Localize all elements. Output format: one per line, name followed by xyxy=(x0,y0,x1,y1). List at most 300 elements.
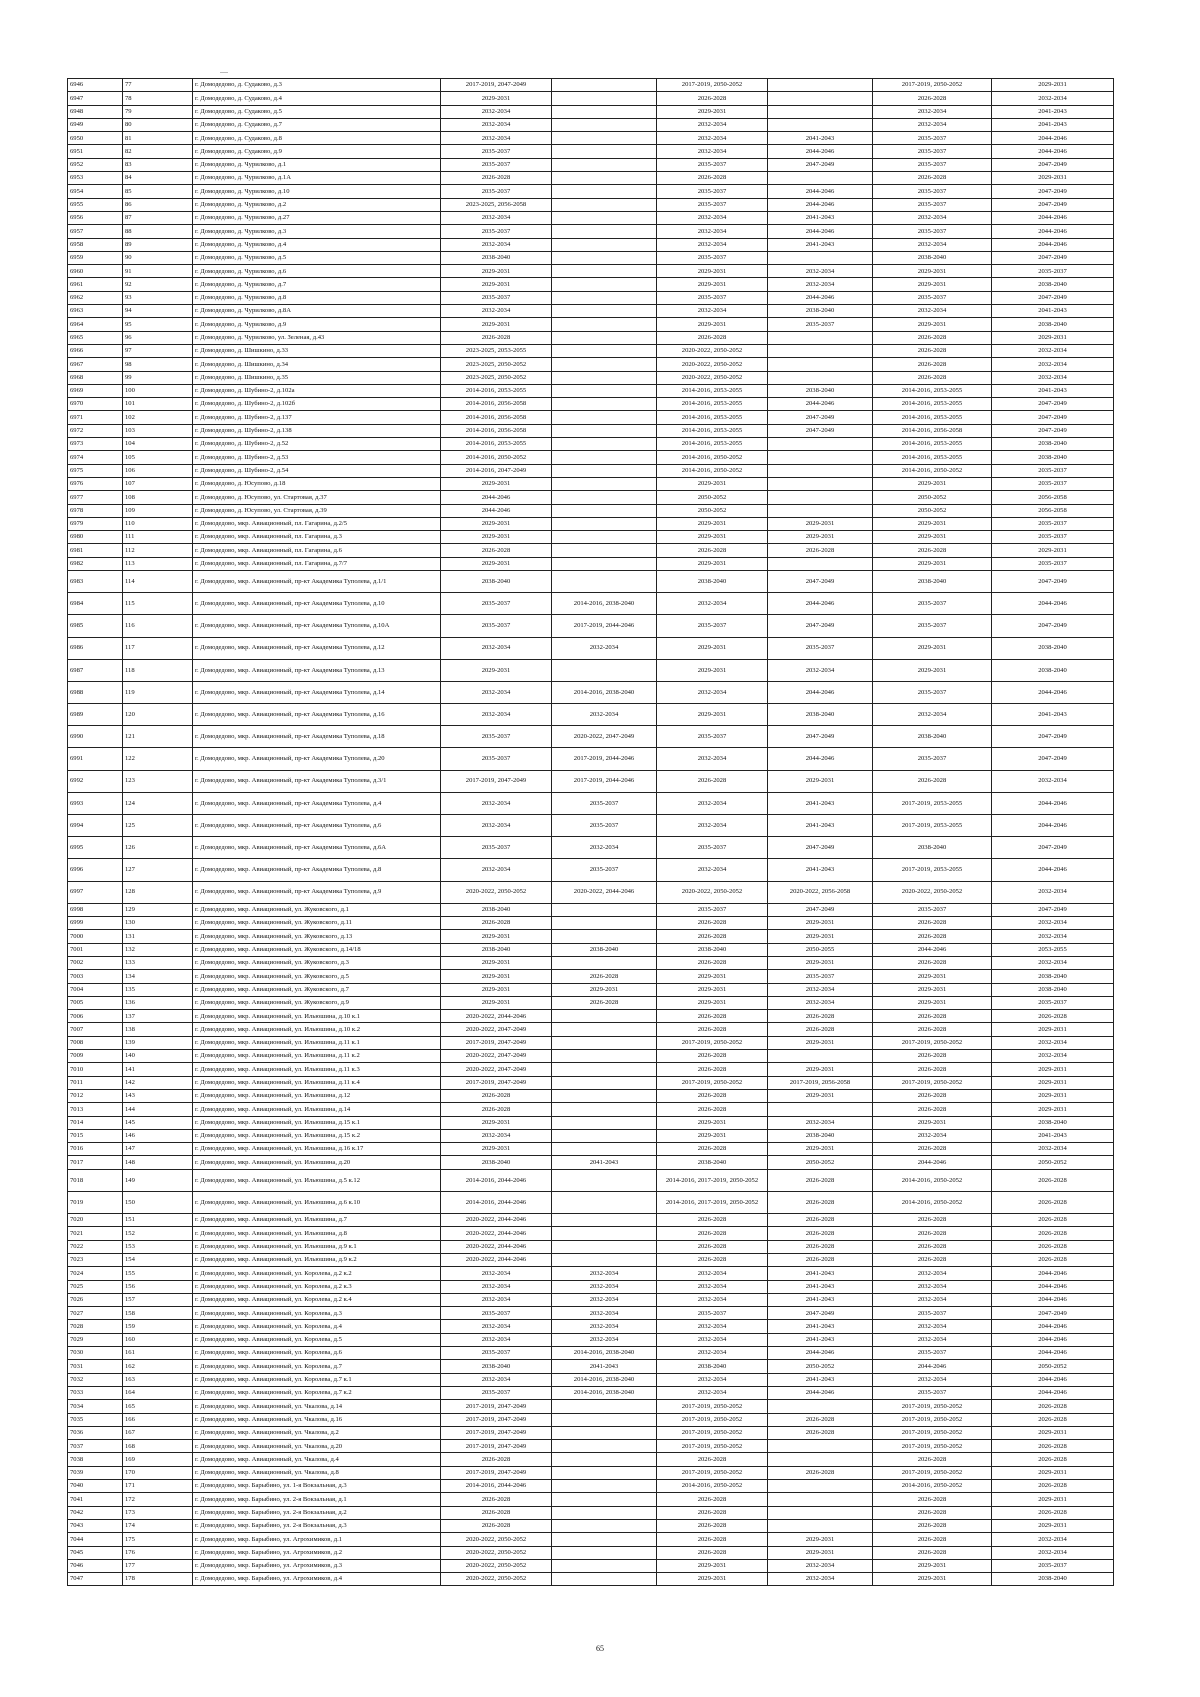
table-cell: г. Домодедово, мкр. Авиационный, ул. Ильюшина, д.12 xyxy=(193,1089,441,1102)
table-cell: г. Домодедово, д. Шубино-2, д.137 xyxy=(193,411,441,424)
table-cell: 6964 xyxy=(68,318,123,331)
table-cell: 2029-2031 xyxy=(768,1546,873,1559)
table-cell: 2020-2022, 2056-2058 xyxy=(768,881,873,903)
table-row xyxy=(68,544,1114,557)
table-cell: 103 xyxy=(123,424,193,437)
table-cell: 77 xyxy=(123,79,193,92)
table-cell: 2014-2016, 2038-2040 xyxy=(552,1373,657,1386)
table-cell: 2017-2019, 2050-2052 xyxy=(657,1466,768,1479)
table-cell: г. Домодедово, д. Чурилково, д.4 xyxy=(193,238,441,251)
table-cell: 2026-2028 xyxy=(657,1010,768,1023)
table-cell: 2044-2046 xyxy=(992,681,1114,703)
table-cell: 154 xyxy=(123,1254,193,1267)
table-cell: 2035-2037 xyxy=(873,291,992,304)
table-cell xyxy=(552,438,657,451)
table-cell: 2020-2022, 2047-2049 xyxy=(441,1063,552,1076)
table-cell: 2035-2037 xyxy=(657,1307,768,1320)
table-cell: 2032-2034 xyxy=(552,1320,657,1333)
table-cell: 2032-2034 xyxy=(552,637,657,659)
table-row xyxy=(68,1191,1114,1213)
table-cell: 2035-2037 xyxy=(873,225,992,238)
table-cell: г. Домодедово, мкр. Авиационный, ул. Чкалова, д.16 xyxy=(193,1413,441,1426)
table-cell: 2014-2016, 2053-2055 xyxy=(657,398,768,411)
table-cell: 2026-2028 xyxy=(992,1413,1114,1426)
table-cell: 6957 xyxy=(68,225,123,238)
table-cell: 2020-2022, 2050-2052 xyxy=(441,1573,552,1586)
table-cell: 2044-2046 xyxy=(992,1280,1114,1293)
table-cell: 2038-2040 xyxy=(873,251,992,264)
table-cell: 2026-2028 xyxy=(768,1010,873,1023)
table-cell: 116 xyxy=(123,615,193,637)
table-cell: г. Домодедово, мкр. Авиационный, ул. Жуковского, д.9 xyxy=(193,996,441,1009)
table-cell: 162 xyxy=(123,1360,193,1373)
table-cell: 2035-2037 xyxy=(873,1347,992,1360)
table-cell: 2032-2034 xyxy=(441,132,552,145)
table-row xyxy=(68,1076,1114,1089)
table-cell: 2035-2037 xyxy=(873,615,992,637)
table-cell: г. Домодедово, мкр. Авиационный, ул. Чкалова, д.8 xyxy=(193,1466,441,1479)
table-cell: 2026-2028 xyxy=(992,1400,1114,1413)
table-cell xyxy=(552,659,657,681)
table-cell xyxy=(552,1254,657,1267)
table-cell: 163 xyxy=(123,1373,193,1386)
table-cell: 2029-2031 xyxy=(768,956,873,969)
table-cell: 141 xyxy=(123,1063,193,1076)
table-cell: 2032-2034 xyxy=(992,881,1114,903)
table-cell: 94 xyxy=(123,305,193,318)
table-cell: г. Домодедово, мкр. Авиационный, ул. Королева, д.3 xyxy=(193,1307,441,1320)
table-cell: 2032-2034 xyxy=(768,278,873,291)
table-cell: 2041-2043 xyxy=(768,792,873,814)
table-cell: 2017-2019, 2053-2055 xyxy=(873,859,992,881)
table-cell: 2047-2049 xyxy=(768,837,873,859)
table-cell: 2032-2034 xyxy=(768,1573,873,1586)
table-cell: г. Домодедово, д. Шишкино, д.34 xyxy=(193,358,441,371)
table-cell: 2026-2028 xyxy=(657,1240,768,1253)
table-cell: 2026-2028 xyxy=(768,1023,873,1036)
table-cell: 2041-2043 xyxy=(768,859,873,881)
table-cell: 2047-2049 xyxy=(768,158,873,171)
table-cell: 132 xyxy=(123,943,193,956)
table-cell: 2026-2028 xyxy=(873,1010,992,1023)
table-cell: 2035-2037 xyxy=(441,748,552,770)
table-row xyxy=(68,477,1114,490)
table-cell: 2047-2049 xyxy=(992,291,1114,304)
table-cell: 7010 xyxy=(68,1063,123,1076)
table-cell: 2026-2028 xyxy=(873,1103,992,1116)
table-cell: 2044-2046 xyxy=(992,1267,1114,1280)
table-cell: 2014-2016, 2038-2040 xyxy=(552,1347,657,1360)
table-cell: г. Домодедово, мкр. Барыбино, ул. 2-я Вокзальная, д.1 xyxy=(193,1493,441,1506)
table-cell: 2038-2040 xyxy=(768,704,873,726)
table-cell: 2020-2022, 2050-2052 xyxy=(441,1533,552,1546)
table-cell xyxy=(552,238,657,251)
table-cell: 2035-2037 xyxy=(873,158,992,171)
table-cell xyxy=(552,172,657,185)
table-cell: г. Домодедово, мкр. Авиационный, ул. Ильюшина, д.5 к.12 xyxy=(193,1169,441,1191)
table-cell xyxy=(552,1214,657,1227)
table-cell: 115 xyxy=(123,593,193,615)
table-cell: 2032-2034 xyxy=(873,1373,992,1386)
table-cell: 2032-2034 xyxy=(768,983,873,996)
table-cell: 2047-2049 xyxy=(992,903,1114,916)
table-cell: 84 xyxy=(123,172,193,185)
table-cell: 2041-2043 xyxy=(768,815,873,837)
table-cell: 2026-2028 xyxy=(657,1063,768,1076)
table-cell: 2026-2028 xyxy=(441,1493,552,1506)
table-cell: 2026-2028 xyxy=(992,1480,1114,1493)
table-cell: 2020-2022, 2047-2049 xyxy=(441,1023,552,1036)
table-cell: 2056-2058 xyxy=(992,491,1114,504)
table-cell: 104 xyxy=(123,438,193,451)
table-cell: 6947 xyxy=(68,92,123,105)
table-cell: 2026-2028 xyxy=(657,1089,768,1102)
table-cell: 2026-2028 xyxy=(657,1254,768,1267)
table-cell: г. Домодедово, мкр. Авиационный, пр-кт Академика Туполева, д.16 xyxy=(193,704,441,726)
table-cell: 2026-2028 xyxy=(873,917,992,930)
table-cell: 2035-2037 xyxy=(992,265,1114,278)
table-cell: 2035-2037 xyxy=(992,477,1114,490)
table-row xyxy=(68,1036,1114,1049)
table-cell: 126 xyxy=(123,837,193,859)
table-cell: г. Домодедово, мкр. Авиационный, ул. Ильюшина, д.11 к.4 xyxy=(193,1076,441,1089)
table-cell: 2014-2016, 2053-2055 xyxy=(657,424,768,437)
table-cell: 2014-2016, 2053-2055 xyxy=(873,384,992,397)
table-cell: 2026-2028 xyxy=(657,1214,768,1227)
table-cell: 7023 xyxy=(68,1254,123,1267)
table-cell: 2026-2028 xyxy=(441,1103,552,1116)
table-cell: 2032-2034 xyxy=(657,1386,768,1399)
table-row xyxy=(68,145,1114,158)
table-cell: 2038-2040 xyxy=(992,451,1114,464)
table-cell: 2026-2028 xyxy=(873,331,992,344)
table-cell: 2026-2028 xyxy=(992,1453,1114,1466)
table-cell: г. Домодедово, мкр. Авиационный, ул. Королева, д.2 к.2 xyxy=(193,1267,441,1280)
table-cell: 7021 xyxy=(68,1227,123,1240)
table-cell: 2032-2034 xyxy=(873,211,992,224)
table-cell: 6991 xyxy=(68,748,123,770)
table-cell: 2017-2019, 2050-2052 xyxy=(873,1413,992,1426)
table-cell: 2029-2031 xyxy=(657,477,768,490)
table-row xyxy=(68,930,1114,943)
table-cell: 2044-2046 xyxy=(768,198,873,211)
table-cell: 2029-2031 xyxy=(657,517,768,530)
table-cell: 2026-2028 xyxy=(873,1493,992,1506)
table-cell: 2032-2034 xyxy=(992,770,1114,792)
table-cell: 120 xyxy=(123,704,193,726)
table-cell: 2035-2037 xyxy=(657,903,768,916)
table-cell: 2026-2028 xyxy=(657,1453,768,1466)
table-cell xyxy=(552,198,657,211)
table-cell: 2032-2034 xyxy=(992,371,1114,384)
table-cell: 2032-2034 xyxy=(657,1373,768,1386)
table-cell: 6986 xyxy=(68,637,123,659)
table-cell: г. Домодедово, мкр. Авиационный, ул. Ильюшина, д.11 к.1 xyxy=(193,1036,441,1049)
table-cell: 6970 xyxy=(68,398,123,411)
table-cell: 81 xyxy=(123,132,193,145)
table-cell: 2038-2040 xyxy=(657,1156,768,1169)
table-cell: 2020-2022, 2050-2052 xyxy=(873,881,992,903)
table-cell xyxy=(552,451,657,464)
table-cell: 2038-2040 xyxy=(992,659,1114,681)
table-cell: г. Домодедово, мкр. Авиационный, пр-кт Академика Туполева, д.8 xyxy=(193,859,441,881)
table-cell: 2038-2040 xyxy=(657,570,768,592)
table-cell: 2026-2028 xyxy=(873,1089,992,1102)
table-cell: 89 xyxy=(123,238,193,251)
table-cell xyxy=(768,344,873,357)
table-cell: 2038-2040 xyxy=(441,251,552,264)
table-cell: 2026-2028 xyxy=(992,1506,1114,1519)
table-cell: 7005 xyxy=(68,996,123,1009)
table-cell: 2026-2028 xyxy=(873,930,992,943)
table-cell: 2035-2037 xyxy=(992,531,1114,544)
table-cell: 2038-2040 xyxy=(441,1156,552,1169)
table-cell: 7032 xyxy=(68,1373,123,1386)
table-cell: г. Домодедово, д. Шубино-2, д.102б xyxy=(193,398,441,411)
table-row xyxy=(68,983,1114,996)
table-cell: 2026-2028 xyxy=(873,1506,992,1519)
table-cell: 2026-2028 xyxy=(441,331,552,344)
table-cell: 2035-2037 xyxy=(873,1307,992,1320)
table-row xyxy=(68,305,1114,318)
table-cell: 6992 xyxy=(68,770,123,792)
table-cell: г. Домодедово, д. Чурилково, д.2 xyxy=(193,198,441,211)
table-row xyxy=(68,1227,1114,1240)
table-cell: 2026-2028 xyxy=(441,1506,552,1519)
table-cell: 2038-2040 xyxy=(441,903,552,916)
table-cell: 2035-2037 xyxy=(441,185,552,198)
table-cell: 2047-2049 xyxy=(768,615,873,637)
table-row xyxy=(68,1426,1114,1439)
table-cell: 2014-2016, 2050-2052 xyxy=(873,1191,992,1213)
table-cell: 165 xyxy=(123,1400,193,1413)
table-cell: 2032-2034 xyxy=(441,1373,552,1386)
table-cell: 2044-2046 xyxy=(992,859,1114,881)
table-cell: 2038-2040 xyxy=(657,943,768,956)
table-cell xyxy=(768,451,873,464)
table-cell: 2017-2019, 2044-2046 xyxy=(552,770,657,792)
table-cell: 2041-2043 xyxy=(768,1320,873,1333)
table-cell xyxy=(552,1400,657,1413)
table-cell: 2032-2034 xyxy=(552,1333,657,1346)
table-cell: 6996 xyxy=(68,859,123,881)
table-cell: г. Домодедово, д. Чурилково, д.27 xyxy=(193,211,441,224)
table-cell: 2038-2040 xyxy=(441,1360,552,1373)
table-cell: 83 xyxy=(123,158,193,171)
table-cell: 2017-2019, 2047-2049 xyxy=(441,770,552,792)
table-cell: 167 xyxy=(123,1426,193,1439)
table-cell: 2017-2019, 2047-2049 xyxy=(441,1440,552,1453)
table-cell: 6998 xyxy=(68,903,123,916)
table-cell: 2044-2046 xyxy=(992,1320,1114,1333)
table-row xyxy=(68,1519,1114,1532)
table-cell: 6954 xyxy=(68,185,123,198)
table-cell: 2026-2028 xyxy=(768,1227,873,1240)
table-cell: 2029-2031 xyxy=(768,1036,873,1049)
table-cell: 2044-2046 xyxy=(992,211,1114,224)
table-cell: г. Домодедово, мкр. Авиационный, пл. Гагарина, д.6 xyxy=(193,544,441,557)
table-cell: 7024 xyxy=(68,1267,123,1280)
table-cell: 2026-2028 xyxy=(873,1214,992,1227)
table-cell: 6977 xyxy=(68,491,123,504)
table-cell: 6981 xyxy=(68,544,123,557)
table-cell: 2029-2031 xyxy=(873,1573,992,1586)
table-cell: 2047-2049 xyxy=(992,748,1114,770)
table-row xyxy=(68,881,1114,903)
table-cell: 2026-2028 xyxy=(873,1546,992,1559)
table-cell: 2032-2034 xyxy=(657,1267,768,1280)
table-row xyxy=(68,557,1114,570)
table-cell: 2014-2016, 2053-2055 xyxy=(441,438,552,451)
table-cell xyxy=(768,1519,873,1532)
table-cell: 7037 xyxy=(68,1440,123,1453)
table-row xyxy=(68,1050,1114,1063)
table-cell: 2026-2028 xyxy=(657,917,768,930)
table-cell: 7040 xyxy=(68,1480,123,1493)
table-cell: 2035-2037 xyxy=(768,637,873,659)
table-cell: 2047-2049 xyxy=(992,424,1114,437)
table-cell: 6999 xyxy=(68,917,123,930)
table-row xyxy=(68,1347,1114,1360)
table-cell: 2017-2019, 2053-2055 xyxy=(873,792,992,814)
table-cell: 2035-2037 xyxy=(768,318,873,331)
table-cell: 97 xyxy=(123,344,193,357)
table-cell: 7000 xyxy=(68,930,123,943)
table-row xyxy=(68,451,1114,464)
table-cell: 2035-2037 xyxy=(992,1559,1114,1572)
table-cell: 2020-2022, 2044-2046 xyxy=(441,1227,552,1240)
table-cell: 2041-2043 xyxy=(768,1373,873,1386)
table-cell xyxy=(552,1063,657,1076)
table-cell xyxy=(552,384,657,397)
table-cell: 6976 xyxy=(68,477,123,490)
table-cell: 147 xyxy=(123,1143,193,1156)
table-row xyxy=(68,1156,1114,1169)
table-cell xyxy=(768,477,873,490)
table-cell: 2050-2052 xyxy=(657,504,768,517)
table-cell: 2038-2040 xyxy=(657,1360,768,1373)
table-cell xyxy=(552,1169,657,1191)
table-cell: 7016 xyxy=(68,1143,123,1156)
table-cell: 2029-2031 xyxy=(657,265,768,278)
table-cell: 152 xyxy=(123,1227,193,1240)
table-cell: 2029-2031 xyxy=(657,105,768,118)
table-cell: 2041-2043 xyxy=(992,1129,1114,1142)
table-cell: г. Домодедово, мкр. Барыбино, ул. Агрохимиков, д.2 xyxy=(193,1546,441,1559)
table-cell: 2026-2028 xyxy=(657,172,768,185)
table-cell: 2032-2034 xyxy=(441,1280,552,1293)
table-cell: 2032-2034 xyxy=(992,358,1114,371)
table-cell: 2026-2028 xyxy=(768,1191,873,1213)
table-row xyxy=(68,1103,1114,1116)
table-cell: 2017-2019, 2050-2052 xyxy=(873,1036,992,1049)
table-cell: 2014-2016, 2038-2040 xyxy=(552,1386,657,1399)
table-cell: 2029-2031 xyxy=(441,318,552,331)
table-cell: 2026-2028 xyxy=(992,1227,1114,1240)
table-cell: 2020-2022, 2050-2052 xyxy=(441,1546,552,1559)
table-cell: г. Домодедово, мкр. Барыбино, ул. 2-я Вокзальная, д.2 xyxy=(193,1506,441,1519)
table-row xyxy=(68,1533,1114,1546)
table-cell: г. Домодедово, мкр. Авиационный, пр-кт Академика Туполева, д.10А xyxy=(193,615,441,637)
table-cell xyxy=(552,1519,657,1532)
table-cell: 2035-2037 xyxy=(657,185,768,198)
table-cell: 2050-2052 xyxy=(768,1156,873,1169)
table-cell: 2029-2031 xyxy=(873,1559,992,1572)
table-cell: 2029-2031 xyxy=(768,770,873,792)
table-cell: 2047-2049 xyxy=(992,726,1114,748)
table-cell: 139 xyxy=(123,1036,193,1049)
table-cell: 2026-2028 xyxy=(657,331,768,344)
table-cell: 2032-2034 xyxy=(873,704,992,726)
table-cell: 2032-2034 xyxy=(657,1347,768,1360)
table-cell xyxy=(552,1143,657,1156)
table-cell: 2017-2019, 2050-2052 xyxy=(657,1036,768,1049)
table-cell: 2035-2037 xyxy=(657,837,768,859)
table-cell: г. Домодедово, мкр. Авиационный, пр-кт Академика Туполева, д.9 xyxy=(193,881,441,903)
table-cell: 160 xyxy=(123,1333,193,1346)
table-cell: 2014-2016, 2050-2052 xyxy=(873,464,992,477)
table-cell xyxy=(768,1400,873,1413)
table-cell: 2014-2016, 2038-2040 xyxy=(552,681,657,703)
table-cell: 2032-2034 xyxy=(873,118,992,131)
table-cell: 153 xyxy=(123,1240,193,1253)
table-cell: 2032-2034 xyxy=(657,211,768,224)
table-cell: г. Домодедово, мкр. Барыбино, ул. Агрохимиков, д.1 xyxy=(193,1533,441,1546)
table-cell xyxy=(552,517,657,530)
table-cell: 109 xyxy=(123,504,193,517)
table-cell: 2038-2040 xyxy=(992,970,1114,983)
table-cell: 170 xyxy=(123,1466,193,1479)
table-cell: 144 xyxy=(123,1103,193,1116)
table-cell: 117 xyxy=(123,637,193,659)
table-cell: 2032-2034 xyxy=(657,305,768,318)
table-cell: г. Домодедово, д. Судаково, д.5 xyxy=(193,105,441,118)
table-cell: 2029-2031 xyxy=(873,477,992,490)
table-cell: 2029-2031 xyxy=(992,1103,1114,1116)
table-cell: 6953 xyxy=(68,172,123,185)
table-cell: 2026-2028 xyxy=(768,1240,873,1253)
table-cell: г. Домодедово, мкр. Авиационный, ул. Жуковского, д.13 xyxy=(193,930,441,943)
table-cell: 85 xyxy=(123,185,193,198)
table-row xyxy=(68,531,1114,544)
table-cell: 7007 xyxy=(68,1023,123,1036)
table-cell: 2044-2046 xyxy=(992,238,1114,251)
table-cell: 2050-2052 xyxy=(768,1360,873,1373)
table-cell: 88 xyxy=(123,225,193,238)
table-cell: 2026-2028 xyxy=(992,1214,1114,1227)
table-cell: 2026-2028 xyxy=(873,956,992,969)
table-row xyxy=(68,1089,1114,1102)
table-cell: 2035-2037 xyxy=(441,1386,552,1399)
table-cell: 2014-2016, 2038-2040 xyxy=(552,593,657,615)
table-cell xyxy=(552,1116,657,1129)
table-cell: 79 xyxy=(123,105,193,118)
table-cell: 2023-2025, 2056-2058 xyxy=(441,198,552,211)
table-cell: 2029-2031 xyxy=(441,983,552,996)
table-cell: 2026-2028 xyxy=(873,371,992,384)
table-cell: 6967 xyxy=(68,358,123,371)
table-cell xyxy=(768,1453,873,1466)
table-cell: 2029-2031 xyxy=(657,704,768,726)
table-cell: г. Домодедово, мкр. Авиационный, пр-кт Академика Туполева, д.12 xyxy=(193,637,441,659)
table-cell: 2041-2043 xyxy=(768,1280,873,1293)
table-cell: г. Домодедово, мкр. Авиационный, ул. Королева, д.7 xyxy=(193,1360,441,1373)
table-cell: 2029-2031 xyxy=(441,956,552,969)
table-cell: 2029-2031 xyxy=(657,659,768,681)
table-cell xyxy=(768,1506,873,1519)
table-cell xyxy=(552,118,657,131)
table-cell: 2038-2040 xyxy=(768,384,873,397)
